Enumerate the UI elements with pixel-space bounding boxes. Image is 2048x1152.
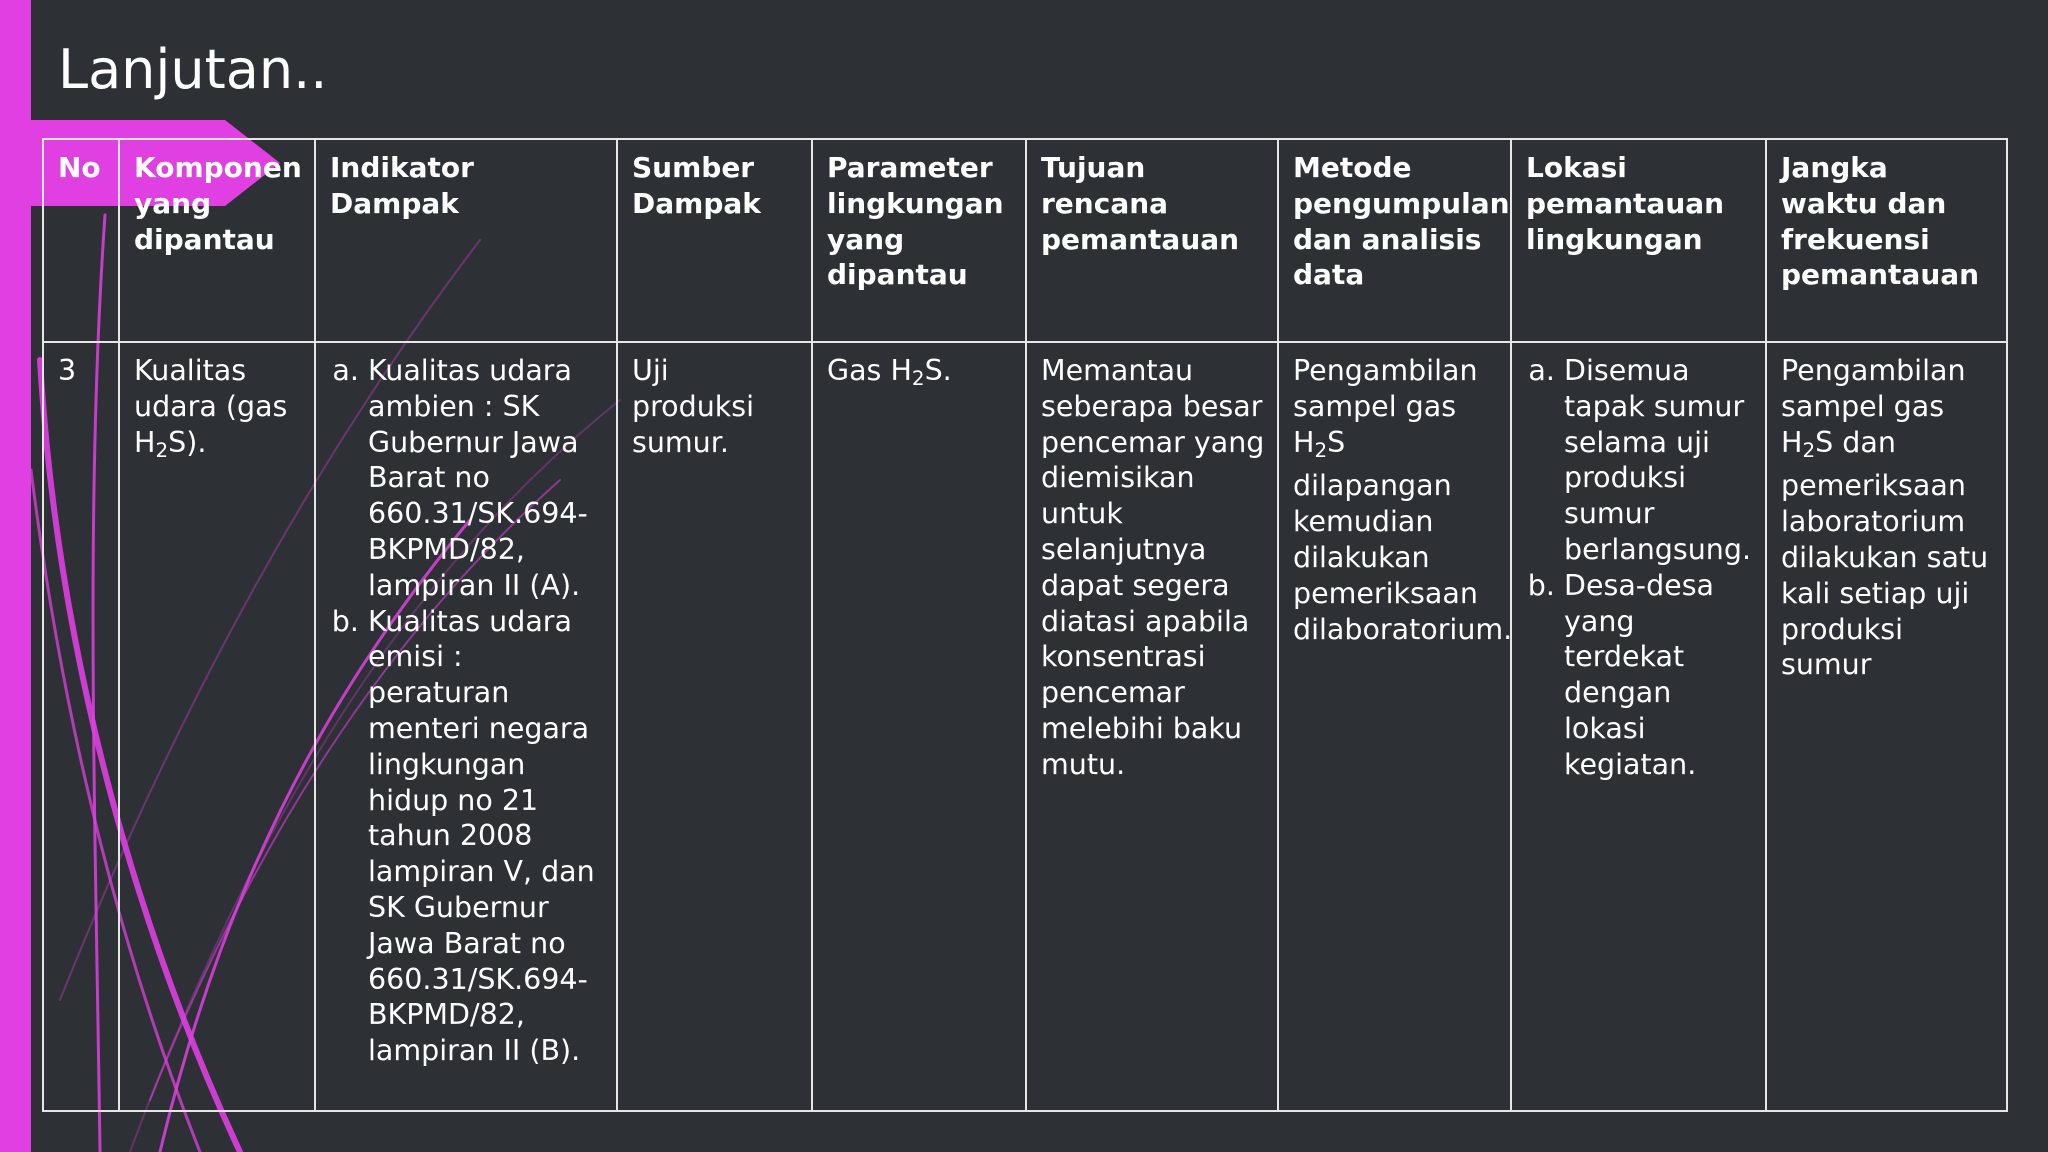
- monitoring-table: [42, 138, 2008, 1112]
- cell-parameter: Gas H2S.: [812, 342, 1026, 1111]
- header-metode: Metode pengumpulan dan analisis data: [1278, 139, 1511, 342]
- list-item: a. Disemua tapak sumur selama uji produksi sumur berlangsung.: [1564, 353, 1753, 568]
- slide-title: Lanjutan..: [58, 38, 328, 101]
- header-lokasi: Lokasi pemantauan lingkungan: [1511, 139, 1766, 342]
- header-sumber: Sumber Dampak: [617, 139, 812, 342]
- cell-tujuan: Memantau seberapa besar pencemar yang diemisikan untuk selanjutnya dapat segera diatasi apabila konsentrasi pencemar melebihi baku mutu.: [1026, 342, 1278, 1111]
- list-item: a. Kualitas udara ambien : SK Gubernur Jawa Barat no 660.31/SK.694-BKPMD/82, lampiran II (A).: [368, 353, 604, 604]
- cell-no: 3: [43, 342, 119, 1111]
- header-no: No: [43, 139, 119, 342]
- list-item: b. Desa-desa yang terdekat dengan lokasi kegiatan.: [1564, 568, 1753, 783]
- cell-metode: Pengambilan sampel gas H2S dilapangan kemudian dilakukan pemeriksaan dilaboratorium.: [1278, 342, 1511, 1111]
- header-jangka: Jangka waktu dan frekuensi pemantauan: [1766, 139, 2007, 342]
- cell-lokasi: [1511, 342, 1766, 1111]
- cell-sumber: Uji produksi sumur.: [617, 342, 812, 1111]
- header-indikator: Indikator Dampak: [315, 139, 617, 342]
- cell-jangka: Pengambilan sampel gas H2S dan pemeriksaan laboratorium dilakukan satu kali setiap uji produksi sumur: [1766, 342, 2007, 1111]
- header-tujuan: Tujuan rencana pemantauan: [1026, 139, 1278, 342]
- table-header-row: [43, 139, 2007, 342]
- table-row: [43, 342, 2007, 1111]
- list-item: b. Kualitas udara emisi : peraturan menteri negara lingkungan hidup no 21 tahun 2008 lampiran V, dan SK Gubernur Jawa Barat no 660.31/SK.694-BKPMD/82, lampiran II (B).: [368, 604, 604, 1069]
- cell-indikator: [315, 342, 617, 1111]
- header-parameter: Parameter lingkungan yang dipantau: [812, 139, 1026, 342]
- cell-komponen: Kualitas udara (gas H2S).: [119, 342, 315, 1111]
- header-komponen: Komponen yang dipantau: [119, 139, 315, 342]
